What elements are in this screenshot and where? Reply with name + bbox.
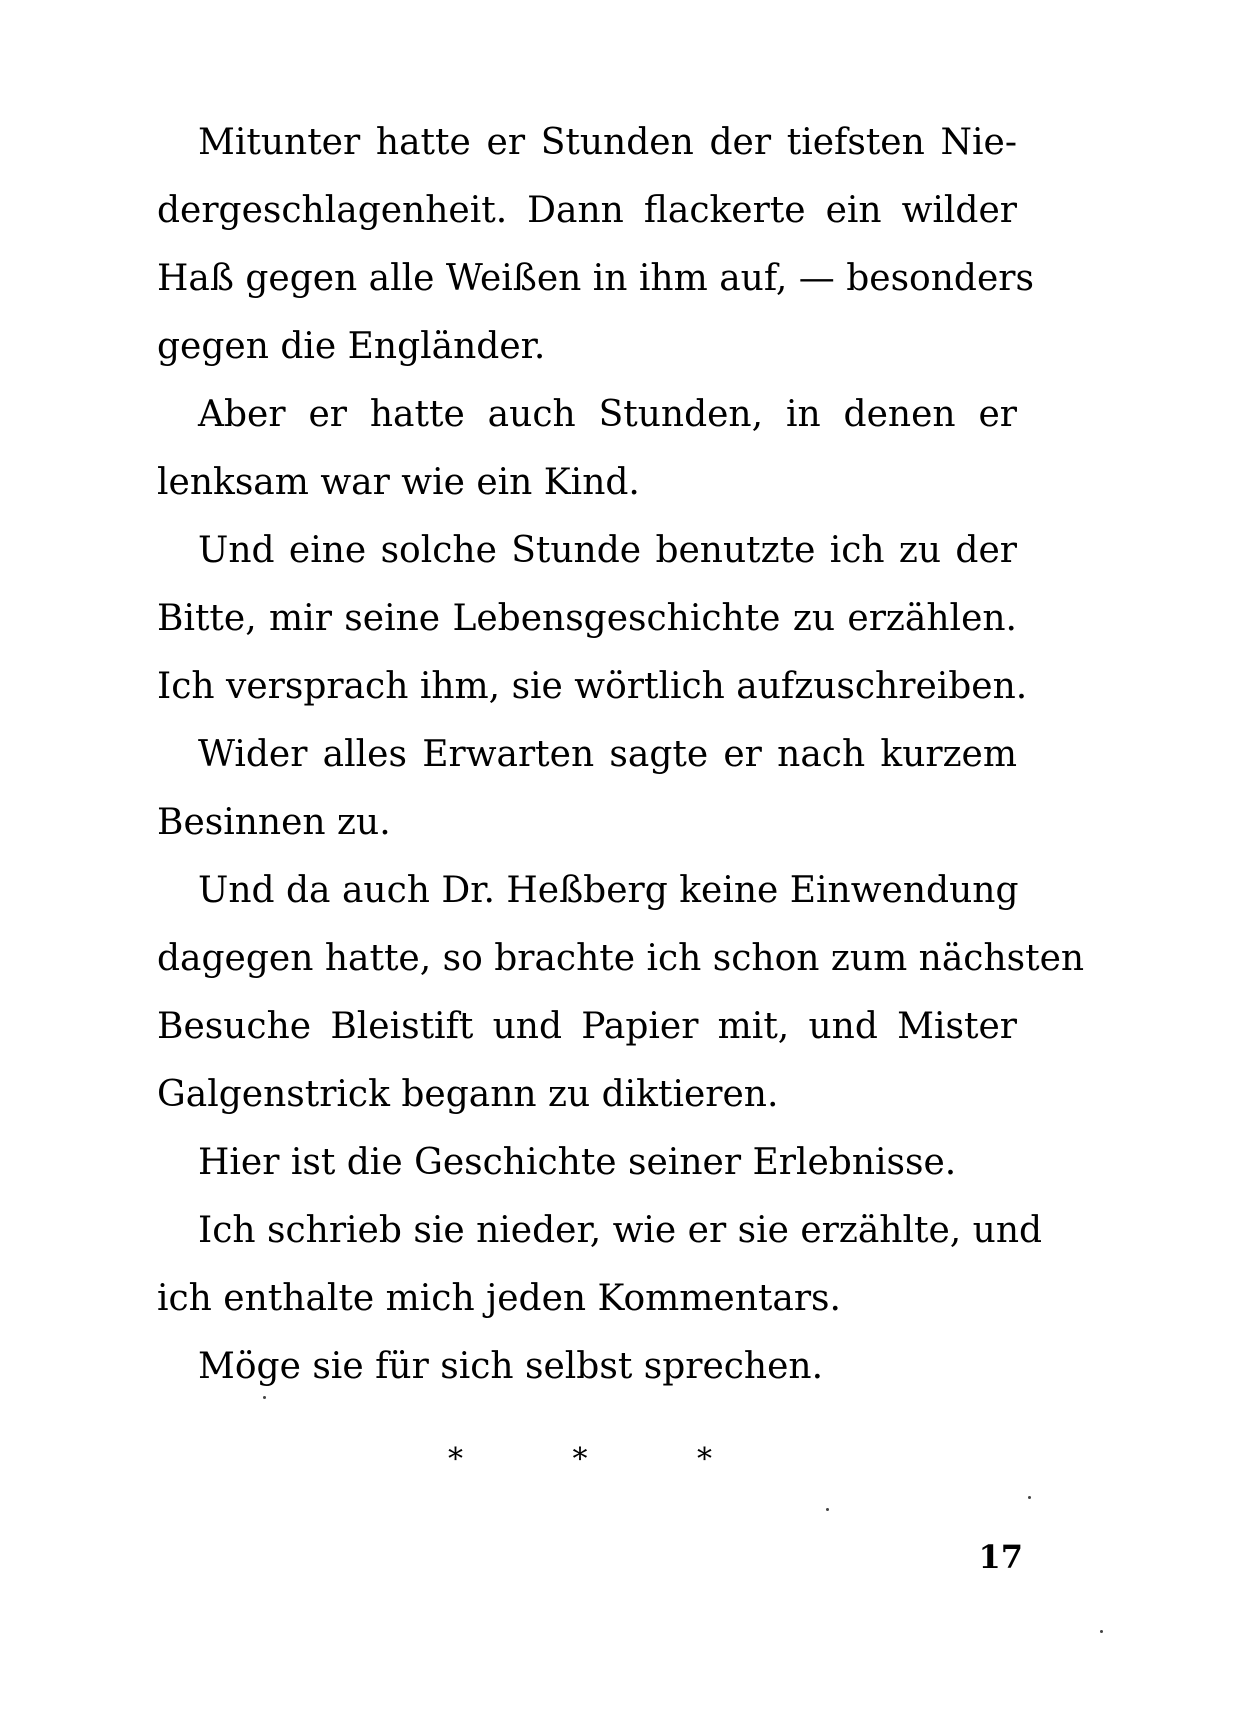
text-line: Besinnen zu. — [157, 802, 391, 843]
text-line: Möge sie für sich selbst sprechen. — [198, 1346, 824, 1387]
scan-speck — [1100, 1630, 1103, 1633]
text-line: Ich schrieb sie nieder, wie er sie erzählte, und — [198, 1210, 1043, 1251]
text-line: Besuche Bleistift und Papier mit, und Mister — [157, 1006, 1017, 1047]
text-line: Hier ist die Geschichte seiner Erlebnisse. — [198, 1142, 957, 1183]
text-line: Ich versprach ihm, sie wörtlich aufzuschreiben. — [157, 666, 1028, 707]
text-line: Mitunter hatte er Stunden der tiefsten Nie- — [198, 122, 1017, 163]
text-line: ich enthalte mich jeden Kommentars. — [157, 1278, 841, 1319]
text-line: Und eine solche Stunde benutzte ich zu der — [198, 530, 1017, 571]
text-line: lenksam war wie ein Kind. — [157, 462, 640, 503]
section-separator: * * * — [447, 1442, 713, 1477]
text-line: Bitte, mir seine Lebensgeschichte zu erzählen. — [157, 598, 1017, 639]
scan-speck — [1028, 1496, 1031, 1499]
text-line: dergeschlagenheit. Dann flackerte ein wilder — [157, 190, 1017, 231]
text-line: Aber er hatte auch Stunden, in denen er — [198, 394, 1017, 435]
text-line: Und da auch Dr. Heßberg keine Einwendung — [198, 870, 1019, 911]
text-line: Haß gegen alle Weißen in ihm auf, — besonders — [157, 258, 1034, 299]
page-number: 17 — [978, 1538, 1023, 1576]
text-line: gegen die Engländer. — [157, 326, 546, 367]
scan-speck — [826, 1508, 829, 1511]
text-line: Wider alles Erwarten sagte er nach kurzem — [198, 734, 1017, 775]
text-line: dagegen hatte, so brachte ich schon zum nächsten — [157, 938, 1085, 979]
scan-speck — [263, 1396, 266, 1399]
text-line: Galgenstrick begann zu diktieren. — [157, 1074, 779, 1115]
